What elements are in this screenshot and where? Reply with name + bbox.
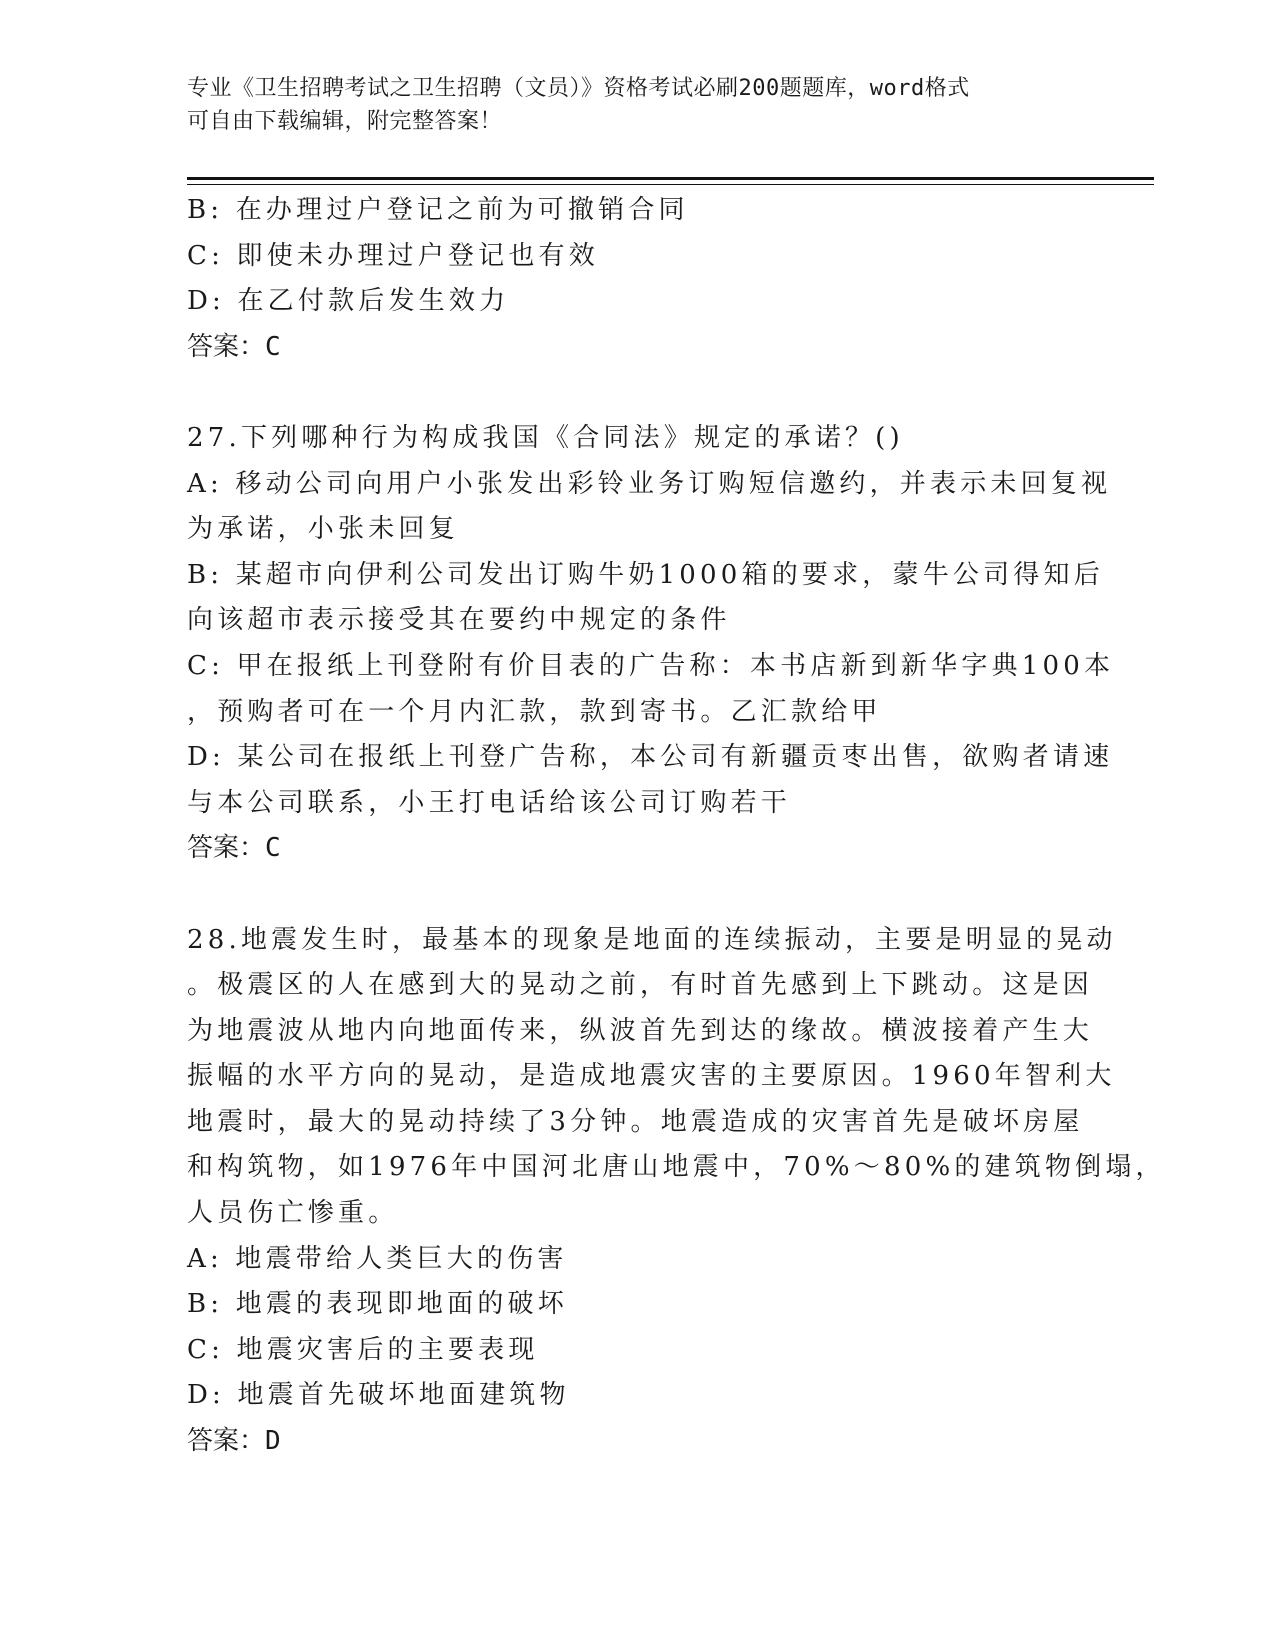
q28-stem-line-3: 为地震波从地内向地面传来，纵波首先到达的缘故。横波接着产生大 bbox=[187, 1015, 1094, 1046]
header-line-2: 可自由下载编辑，附完整答案！ bbox=[187, 109, 503, 134]
q27-option-d-line-2: 与本公司联系，小王打电话给该公司订购若干 bbox=[187, 787, 792, 818]
q27-option-c-line-2: ，预购者可在一个月内汇款，款到寄书。乙汇款给甲 bbox=[187, 696, 882, 727]
q26-answer: 答案：C bbox=[187, 331, 281, 362]
q27-option-a-line-2: 为承诺，小张未回复 bbox=[187, 514, 459, 545]
q27-option-b-line-1: B: 某超市向伊利公司发出订购牛奶1000箱的要求，蒙牛公司得知后 bbox=[187, 559, 1104, 590]
q28-stem-line-7: 人员伤亡惨重。 bbox=[187, 1198, 399, 1229]
question-content bbox=[187, 188, 1166, 1465]
q28-stem-line-4: 振幅的水平方向的晃动，是造成地震灾害的主要原因。1960年智利大 bbox=[187, 1061, 1116, 1092]
q27-option-d-line-1: D: 某公司在报纸上刊登广告称，本公司有新疆贡枣出售，欲购者请速 bbox=[187, 742, 1114, 773]
spacer bbox=[187, 370, 1077, 416]
document-header bbox=[187, 72, 1067, 138]
q28-stem-line-5: 地震时，最大的晃动持续了3分钟。地震造成的灾害首先是破坏房屋 bbox=[187, 1106, 1084, 1137]
q28-option-a: A: 地震带给人类巨大的伤害 bbox=[187, 1243, 568, 1274]
q27-answer: 答案：C bbox=[187, 833, 281, 864]
header-rule-thick bbox=[187, 177, 1154, 180]
q28-stem-line-6: 和构筑物，如1976年中国河北唐山地震中，70%～80%的建筑物倒塌， bbox=[187, 1152, 1166, 1183]
q28-option-b: B: 地震的表现即地面的破坏 bbox=[187, 1289, 568, 1320]
q27-option-b-line-2: 向该超市表示接受其在要约中规定的条件 bbox=[187, 605, 731, 636]
q27-stem: 27.下列哪种行为构成我国《合同法》规定的承诺？() bbox=[187, 422, 904, 453]
q26-option-d: D: 在乙付款后发生效力 bbox=[187, 286, 510, 317]
q27-option-a-line-1: A: 移动公司向用户小张发出彩铃业务订购短信邀约，并表示未回复视 bbox=[187, 468, 1112, 499]
q28-option-d: D: 地震首先破坏地面建筑物 bbox=[187, 1380, 570, 1411]
q28-answer: 答案：D bbox=[187, 1426, 281, 1457]
q26-option-b: B: 在办理过户登记之前为可撤销合同 bbox=[187, 195, 689, 225]
q28-stem-line-2: 。极震区的人在感到大的晃动之前，有时首先感到上下跳动。这是因 bbox=[187, 970, 1094, 1001]
header-line-1: 专业《卫生招聘考试之卫生招聘（文员）》资格考试必刷200题题库，word格式 bbox=[187, 76, 970, 101]
q28-option-c: C: 地震灾害后的主要表现 bbox=[187, 1334, 539, 1365]
q28-stem-line-1: 28.地震发生时，最基本的现象是地面的连续振动，主要是明显的晃动 bbox=[187, 924, 1117, 955]
q27-option-c-line-1: C: 甲在报纸上刊登附有价目表的广告称：本书店新到新华字典100本 bbox=[187, 650, 1115, 681]
q26-option-c: C: 即使未办理过户登记也有效 bbox=[187, 240, 599, 271]
header-rule-thin bbox=[187, 184, 1154, 185]
spacer bbox=[187, 872, 1077, 918]
